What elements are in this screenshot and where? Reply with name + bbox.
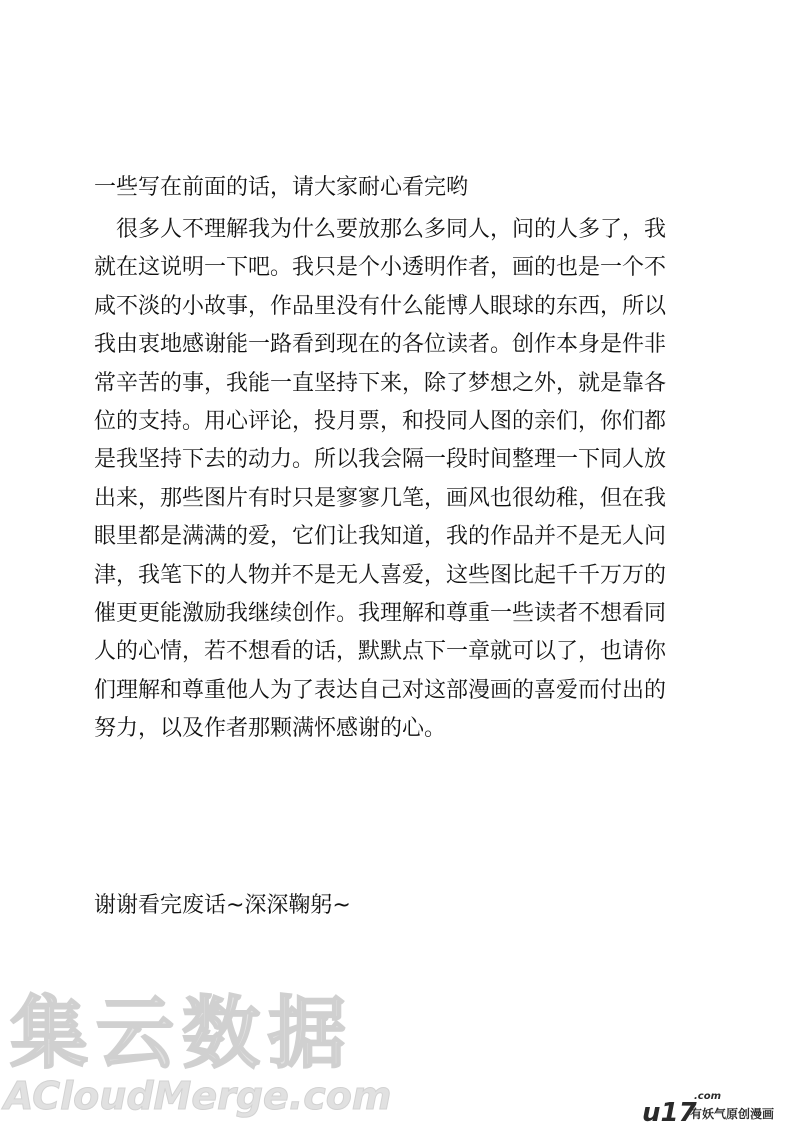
watermark-english-text: ACloudMerge.com — [4, 1074, 392, 1118]
body-line: 眼里都是满满的爱，它们让我知道，我的作品并不是无人问 — [94, 524, 667, 550]
afterword-heading: 一些写在前面的话，请大家耐心看完哟 — [94, 175, 469, 200]
u17-logo-slogan: 有妖气原创漫画 — [690, 1107, 775, 1121]
body-line: 催更更能激励我继续创作。我理解和尊重一些读者不想看同 — [94, 600, 667, 626]
body-line: 们理解和尊重他人为了表达自己对这部漫画的喜爱而付出的 — [94, 677, 667, 703]
body-line: 是我坚持下去的动力。所以我会隔一段时间整理一下同人放 — [94, 447, 667, 473]
closing-line: 谢谢看完废话~深深鞠躬~ — [94, 893, 351, 918]
body-line: 人的心情，若不想看的话，默默点下一章就可以了，也请你 — [94, 639, 667, 665]
body-line: 出来，那些图片有时只是寥寥几笔，画风也很幼稚，但在我 — [94, 485, 667, 511]
afterword-body — [94, 211, 720, 748]
body-line: 咸不淡的小故事，作品里没有什么能博人眼球的东西，所以 — [94, 293, 667, 319]
watermark-chinese-text: 集云数据 — [10, 989, 355, 1079]
body-line: 常辛苦的事，我能一直坚持下来，除了梦想之外，就是靠各 — [94, 370, 667, 396]
body-line: 位的支持。用心评论，投月票，和投同人图的亲们，你们都 — [94, 408, 667, 434]
u17-logo-mark: u17 — [642, 1098, 697, 1128]
body-line: 很多人不理解我为什么要放那么多同人，问的人多了，我 — [94, 217, 667, 242]
body-line: 我由衷地感谢能一路看到现在的各位读者。创作本身是件非 — [94, 332, 667, 358]
u17-logo — [642, 1092, 792, 1126]
body-line: 津，我笔下的人物并不是无人喜爱，这些图比起千千万万的 — [94, 562, 667, 588]
u17-logo-domain: .com — [694, 1091, 722, 1102]
body-line: 努力，以及作者那颗满怀感谢的心。 — [94, 716, 447, 742]
body-line: 就在这说明一下吧。我只是个小透明作者，画的也是一个不 — [94, 255, 667, 281]
acloudmerge-watermark — [0, 988, 420, 1128]
